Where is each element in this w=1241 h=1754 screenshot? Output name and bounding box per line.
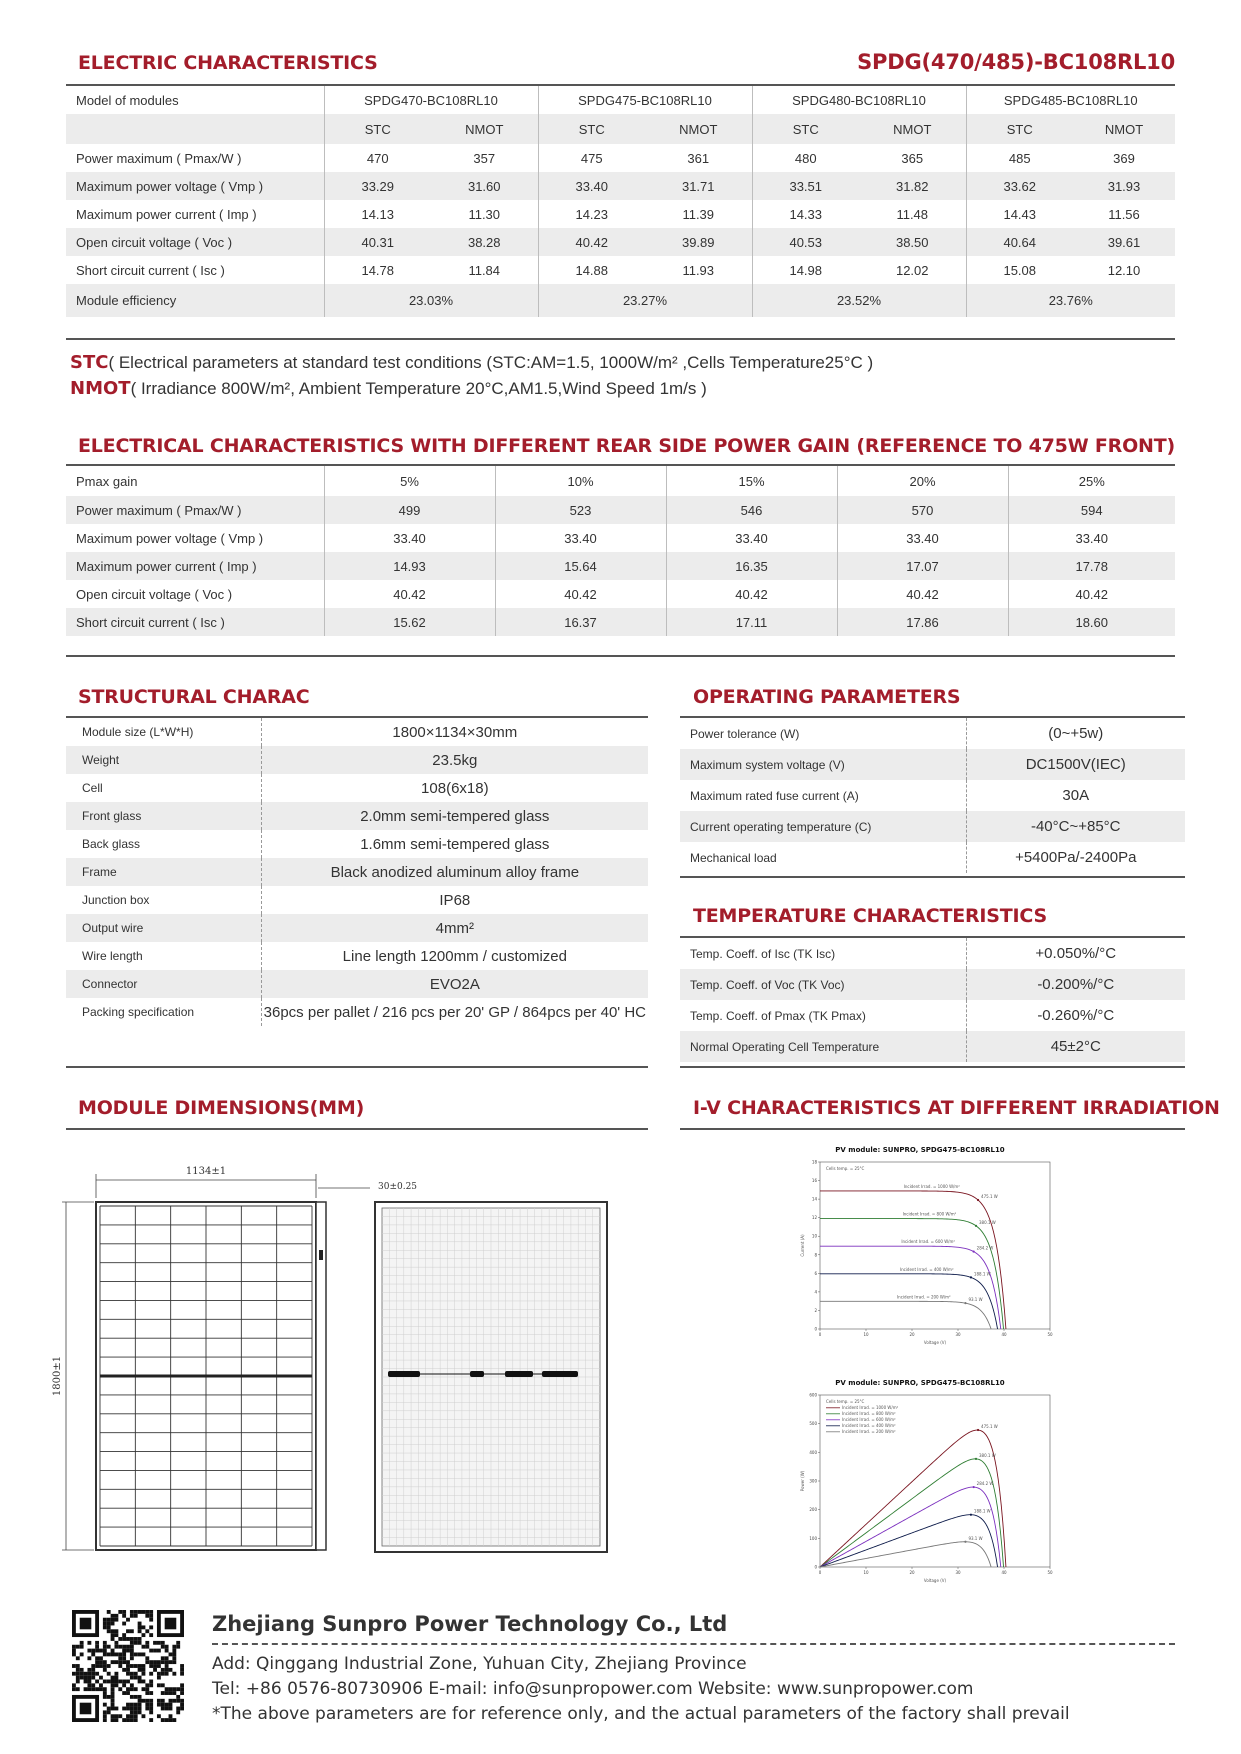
structural-row: [66, 998, 648, 1026]
y-tick-label: 4: [814, 1289, 817, 1295]
model-row-header: Model of modules: [76, 92, 179, 108]
mpp-point: [975, 1458, 977, 1460]
row-label: Temp. Coeff. of Voc (TK Voc): [680, 969, 966, 1000]
efficiency-value: 23.76%: [966, 284, 1175, 317]
cell-value: 11.39: [682, 206, 715, 222]
cell-value: 14.98: [752, 256, 859, 284]
cell-value: 40.42: [538, 228, 645, 256]
y-tick-label: 600: [809, 1392, 817, 1398]
mpp-label: 475.1 W: [981, 1424, 998, 1430]
row-value: Line length 1200mm / customized: [261, 942, 648, 970]
cell-value: 14.13: [324, 200, 431, 228]
operating-row: [680, 718, 1185, 749]
y-tick-label: 14: [811, 1196, 817, 1202]
electric-row: [66, 144, 1175, 172]
row-value: 108(6x18): [261, 774, 648, 802]
height-label: 1800±1: [52, 1355, 63, 1397]
temperature-section-title: TEMPERATURE CHARACTERISTICS: [693, 905, 1047, 927]
stc-header: STC: [324, 114, 431, 144]
cell-value: 485: [966, 144, 1073, 172]
company-name: Zhejiang Sunpro Power Technology Co., Ltd: [212, 1612, 728, 1636]
pmax-gain-row: [66, 466, 1175, 496]
stc-header: STC: [752, 114, 859, 144]
pmax-gain-label: Pmax gain: [76, 473, 138, 489]
cell-value: 17.11: [666, 608, 837, 636]
y-tick-label: 0: [814, 1564, 817, 1570]
electric-section-title: ELECTRIC CHARACTERISTICS: [78, 52, 378, 74]
stc-note-label: STC: [70, 352, 109, 373]
cell-value: 11.48: [896, 206, 929, 222]
cell-value: 14.33: [752, 200, 859, 228]
electric-table: [66, 86, 1175, 317]
stc-header: STC: [966, 114, 1073, 144]
x-tick-label: 20: [909, 1570, 915, 1575]
dimensions-rule: [66, 1128, 648, 1130]
model-series-title: SPDG(470/485)-BC108RL10: [857, 50, 1175, 74]
cell-value: 33.40: [837, 524, 1008, 552]
stc-header: STC: [538, 114, 645, 144]
cell-value: 33.51: [752, 172, 859, 200]
rear-gain-row: [66, 608, 1175, 636]
y-tick-label: 18: [811, 1159, 817, 1165]
series-label: Incident Irrad. = 1000 W/m²: [903, 1183, 960, 1189]
row-label: Temp. Coeff. of Isc (TK Isc): [690, 946, 836, 961]
y-tick-label: 300: [809, 1478, 817, 1484]
cell-value: 39.61: [1073, 228, 1175, 256]
row-label: Short circuit current ( Isc ): [76, 262, 225, 278]
y-tick-label: 100: [809, 1535, 817, 1541]
operating-row: [680, 842, 1185, 873]
x-tick-label: 50: [1047, 1570, 1053, 1575]
cell-value: 570: [837, 496, 1008, 524]
row-label: Short circuit current ( Isc ): [66, 608, 324, 636]
cell-value: 480: [752, 144, 859, 172]
mpp-label: 284.2 W: [976, 1245, 994, 1251]
row-label: Mechanical load: [690, 850, 777, 865]
efficiency-row: [66, 284, 1175, 317]
temperature-row: [680, 938, 1185, 969]
x-tick-label: 10: [863, 1332, 869, 1337]
mpp-point: [977, 1199, 979, 1201]
cell-value: 361: [687, 150, 710, 166]
width-dimension-line: [96, 1174, 316, 1198]
chart-title: PV module: SUNPRO, SPDG475-BC108RL10: [835, 1379, 1005, 1387]
mpp-label: 93.1 W: [968, 1535, 983, 1541]
x-tick-label: 30: [955, 1570, 961, 1575]
cell-value: 15.62: [324, 608, 495, 636]
module-back-view: [375, 1202, 607, 1552]
cell-value: 40.64: [966, 228, 1073, 256]
structural-row: [66, 746, 648, 774]
row-label: Power maximum ( Pmax/W ): [66, 496, 324, 524]
y-tick-label: 10: [811, 1233, 817, 1239]
row-label: Maximum power current ( Imp ): [76, 206, 257, 222]
row-label: Module size (L*W*H): [82, 725, 194, 739]
stc-note-text: ( Electrical parameters at standard test conditions (STC:AM=1.5, 1000W/m² ,Cells Temperature25°C ): [108, 353, 874, 372]
structural-row: [66, 858, 648, 886]
row-value: 1.6mm semi-tempered glass: [261, 830, 648, 858]
row-label: Output wire: [66, 914, 261, 942]
rear-gain-row: [66, 496, 1175, 524]
row-label: Cell: [82, 781, 103, 795]
row-label: Junction box: [82, 893, 150, 907]
model-name: SPDG470-BC108RL10: [324, 86, 538, 114]
x-axis-label: Voltage (V): [923, 1340, 947, 1345]
row-value: IP68: [261, 886, 648, 914]
cell-value: 369: [1113, 150, 1135, 166]
mpp-point: [970, 1514, 972, 1516]
row-value: Black anodized aluminum alloy frame: [261, 858, 648, 886]
mpp-point: [975, 1225, 977, 1227]
cell-value: 40.31: [324, 228, 431, 256]
iv-section-title: I-V CHARACTERISTICS AT DIFFERENT IRRADIATION: [693, 1097, 1220, 1119]
model-name: SPDG475-BC108RL10: [538, 86, 752, 114]
operating-bottom-rule: [680, 876, 1185, 878]
nmot-note-label: NMOT: [70, 378, 131, 399]
cell-value: 31.82: [859, 172, 966, 200]
cell-value: 17.86: [837, 608, 1008, 636]
row-label: Frame: [66, 858, 261, 886]
cell-value: 40.53: [752, 228, 859, 256]
cell-value: 17.78: [1008, 552, 1175, 580]
row-label: Maximum power current ( Imp ): [66, 552, 324, 580]
x-tick-label: 0: [818, 1332, 822, 1337]
cell-value: 40.42: [495, 580, 666, 608]
rear-gain-section-title: ELECTRICAL CHARACTERISTICS WITH DIFFERENT REAR SIDE POWER GAIN (REFERENCE TO 475W FRONT): [78, 435, 1175, 457]
legend-entry: Incident Irrad. = 1000 W/m²: [842, 1405, 899, 1410]
footer-dashed-rule: [212, 1643, 1175, 1645]
rear-gain-row: [66, 552, 1175, 580]
cell-value: 11.84: [468, 262, 501, 278]
row-label: Temp. Coeff. of Pmax (TK Pmax): [690, 1008, 866, 1023]
row-value: -40°C~+85°C: [966, 811, 1185, 842]
mpp-label: 93.1 W: [968, 1297, 983, 1303]
structural-row: [66, 718, 648, 746]
mpp-label: 380.1 W: [979, 1219, 996, 1225]
mpp-label: 475.1 W: [981, 1193, 998, 1199]
temperature-row: [680, 1000, 1185, 1031]
cell-value: 33.62: [966, 172, 1073, 200]
nmot-header: NMOT: [645, 114, 752, 144]
row-value: 30A: [966, 780, 1185, 811]
series-label: Incident Irrad. = 400 W/m²: [899, 1266, 954, 1272]
iv-power-chart: [780, 1375, 1090, 1585]
row-value: 1800×1134×30mm: [261, 718, 648, 746]
operating-row: [680, 811, 1185, 842]
structural-row: [66, 886, 648, 914]
module-front-view: [96, 1202, 316, 1550]
row-label: Weight: [66, 746, 261, 774]
y-tick-label: 400: [809, 1449, 817, 1455]
electric-row: [66, 200, 1175, 228]
mpp-point: [973, 1486, 975, 1488]
cell-value: 33.40: [538, 172, 645, 200]
chart-title: PV module: SUNPRO, SPDG475-BC108RL10: [835, 1146, 1005, 1154]
x-tick-label: 40: [1001, 1332, 1007, 1337]
cell-value: 33.40: [1008, 524, 1175, 552]
gain-value: 20%: [837, 466, 1008, 496]
row-label: Power maximum ( Pmax/W ): [76, 150, 242, 166]
cell-value: 31.93: [1073, 172, 1175, 200]
structural-row: [66, 802, 648, 830]
cell-value: 33.40: [666, 524, 837, 552]
cell-value: 40.42: [1008, 580, 1175, 608]
model-name: SPDG485-BC108RL10: [966, 86, 1175, 114]
gain-value: 10%: [495, 466, 666, 496]
cell-value: 365: [901, 150, 924, 166]
efficiency-value: 23.52%: [752, 284, 966, 317]
efficiency-label: Module efficiency: [66, 284, 324, 317]
row-label: Open circuit voltage ( Voc ): [76, 586, 233, 602]
structural-row: [66, 830, 648, 858]
series-label: Incident Irrad. = 600 W/m²: [901, 1239, 956, 1245]
efficiency-value: 23.03%: [324, 284, 538, 317]
x-tick-label: 50: [1047, 1332, 1053, 1337]
mpp-label: 188.1 W: [973, 1508, 991, 1514]
cell-value: 33.40: [495, 524, 666, 552]
cell-value: 15.08: [966, 256, 1073, 284]
row-value: -0.200%/°C: [966, 969, 1185, 1000]
mpp-label: 380.1 W: [979, 1452, 996, 1458]
mpp-label: 188.1 W: [973, 1271, 991, 1277]
legend-entry: Incident Irrad. = 400 W/m²: [842, 1423, 896, 1428]
chart-annotation: Cells temp. = 25°C: [826, 1399, 865, 1404]
mpp-point: [973, 1250, 975, 1252]
company-address: Add: Qinggang Industrial Zone, Yuhuan City, Zhejiang Province: [212, 1654, 747, 1674]
row-value: (0~+5w): [966, 718, 1185, 749]
cell-value: 594: [1008, 496, 1175, 524]
gain-value: 5%: [324, 466, 495, 496]
cell-value: 39.89: [645, 228, 752, 256]
chart-annotation: Cells temp. = 25°C: [826, 1166, 865, 1171]
module-dimension-drawing: [52, 1158, 660, 1558]
row-value: 2.0mm semi-tempered glass: [261, 802, 648, 830]
footer-disclaimer: *The above parameters are for reference only, and the actual parameters of the factory shall prevail: [212, 1704, 1070, 1724]
cell-value: 12.10: [1107, 262, 1141, 278]
rear-gain-table: [66, 466, 1175, 636]
legend-entry: Incident Irrad. = 800 W/m²: [842, 1411, 896, 1416]
structural-section-title: STRUCTURAL CHARAC: [78, 686, 310, 708]
cell-value: 18.60: [1008, 608, 1175, 636]
cell-value: 499: [324, 496, 495, 524]
row-label: Open circuit voltage ( Voc ): [66, 228, 324, 256]
model-name: SPDG480-BC108RL10: [752, 86, 966, 114]
nmot-header: NMOT: [431, 114, 538, 144]
row-label: Wire length: [82, 949, 143, 963]
cell-value: 357: [473, 150, 496, 166]
x-axis-label: Voltage (V): [923, 1578, 947, 1583]
row-label: Connector: [66, 970, 261, 998]
temperature-row: [680, 969, 1185, 1000]
legend-entry: Incident Irrad. = 200 W/m²: [842, 1429, 896, 1434]
gain-value: 15%: [666, 466, 837, 496]
cell-value: 33.40: [324, 524, 495, 552]
mpp-point: [970, 1276, 972, 1278]
cell-value: 16.35: [666, 552, 837, 580]
y-tick-label: 2: [814, 1307, 817, 1313]
row-label: Maximum power voltage ( Vmp ): [66, 172, 324, 200]
mpp-point: [977, 1429, 979, 1431]
cell-value: 523: [495, 496, 666, 524]
cell-value: 17.07: [837, 552, 1008, 580]
x-tick-label: 30: [955, 1332, 961, 1337]
cell-value: 14.88: [538, 256, 645, 284]
cell-value: 40.42: [666, 580, 837, 608]
cell-value: 14.23: [538, 200, 645, 228]
y-tick-label: 16: [811, 1178, 817, 1184]
row-label: Maximum rated fuse current (A): [690, 788, 859, 803]
row-value: EVO2A: [261, 970, 648, 998]
nmot-header: NMOT: [859, 114, 966, 144]
operating-section-title: OPERATING PARAMETERS: [693, 686, 961, 708]
rear-bottom-rule: [66, 655, 1175, 657]
cell-value: 33.29: [324, 172, 431, 200]
y-tick-label: 8: [814, 1252, 817, 1258]
cell-value: 546: [666, 496, 837, 524]
row-label: Normal Operating Cell Temperature: [680, 1031, 966, 1062]
row-value: 45±2°C: [966, 1031, 1185, 1062]
cell-value: 11.93: [682, 262, 715, 278]
x-tick-label: 40: [1001, 1570, 1007, 1575]
structural-bottom-rule: [66, 1066, 648, 1068]
y-tick-label: 12: [811, 1215, 817, 1221]
cell-value: 31.60: [431, 172, 538, 200]
x-tick-label: 10: [863, 1570, 869, 1575]
company-contact: Tel: +86 0576-80730906 E-mail: info@sunpropower.com Website: www.sunpropower.com: [212, 1679, 974, 1699]
rear-gain-row: [66, 580, 1175, 608]
dimensions-section-title: MODULE DIMENSIONS(MM): [78, 1097, 365, 1119]
y-axis-label: Current (A): [800, 1234, 805, 1257]
cell-value: 14.43: [966, 200, 1073, 228]
cell-value: 11.30: [468, 206, 501, 222]
cell-value: 12.02: [895, 262, 929, 278]
operating-table: [680, 718, 1185, 873]
row-label: Maximum power voltage ( Vmp ): [76, 530, 264, 546]
cell-value: 40.42: [837, 580, 1008, 608]
y-tick-label: 200: [809, 1507, 817, 1513]
nmot-note-text: ( Irradiance 800W/m², Ambient Temperature 20°C,AM1.5,Wind Speed 1m/s ): [130, 379, 707, 398]
y-axis-label: Power (W): [800, 1470, 805, 1492]
cell-value: 470: [324, 144, 431, 172]
structural-row: [66, 914, 648, 942]
structural-row: [66, 970, 648, 998]
mpp-point: [964, 1302, 966, 1304]
row-label: Power tolerance (W): [690, 726, 800, 741]
nmot-note: [70, 378, 707, 399]
y-tick-label: 500: [809, 1421, 817, 1427]
operating-row: [680, 749, 1185, 780]
row-label: Front glass: [66, 802, 261, 830]
temperature-table: [680, 938, 1185, 1062]
row-value: 36pcs per pallet / 216 pcs per 20' GP / 864pcs per 40' HC: [261, 998, 648, 1026]
rear-gain-row: [66, 524, 1175, 552]
efficiency-value: 23.27%: [538, 284, 752, 317]
structural-table: [66, 718, 648, 1026]
thickness-label: 30±0.25: [378, 1182, 418, 1192]
y-tick-label: 6: [814, 1270, 817, 1276]
structural-row: [66, 942, 648, 970]
electric-row: [66, 172, 1175, 200]
electric-row: [66, 256, 1175, 284]
cell-value: 475: [538, 144, 645, 172]
width-label: 1134±1: [185, 1166, 227, 1177]
row-value: +0.050%/°C: [966, 938, 1185, 969]
row-value: DC1500V(IEC): [966, 749, 1185, 780]
row-value: 23.5kg: [261, 746, 648, 774]
nmot-header: NMOT: [1073, 114, 1175, 144]
structural-row: [66, 774, 648, 802]
cell-value: 14.93: [324, 552, 495, 580]
junction-boxes: [388, 1371, 578, 1377]
temperature-bottom-rule: [680, 1066, 1185, 1068]
x-tick-label: 20: [909, 1332, 915, 1337]
row-label: Back glass: [82, 837, 141, 851]
stc-nmot-header-row: [66, 114, 1175, 144]
mpp-point: [964, 1541, 966, 1543]
x-tick-label: 0: [818, 1570, 822, 1575]
height-dimension-line: [62, 1202, 94, 1550]
electric-row: [66, 228, 1175, 256]
stc-note: [70, 352, 873, 373]
gain-value: 25%: [1008, 466, 1175, 496]
electric-bottom-rule: [66, 338, 1175, 340]
row-value: -0.260%/°C: [966, 1000, 1185, 1031]
cell-value: 40.42: [324, 580, 495, 608]
legend-entry: Incident Irrad. = 600 W/m²: [842, 1417, 896, 1422]
row-value: +5400Pa/-2400Pa: [966, 842, 1185, 873]
qr-code: [72, 1610, 184, 1722]
cell-value: 38.50: [859, 228, 966, 256]
cell-value: 15.64: [495, 552, 666, 580]
cell-value: 16.37: [495, 608, 666, 636]
row-value: 4mm²: [261, 914, 648, 942]
series-label: Incident Irrad. = 200 W/m²: [897, 1294, 951, 1300]
cell-value: 31.71: [645, 172, 752, 200]
row-label: Maximum system voltage (V): [680, 749, 966, 780]
row-label: Packing specification: [82, 1005, 195, 1019]
iv-rule: [680, 1128, 1185, 1130]
mpp-label: 284.2 W: [976, 1481, 994, 1487]
row-label: Current operating temperature (C): [680, 811, 966, 842]
series-label: Incident Irrad. = 800 W/m²: [902, 1211, 957, 1217]
temperature-row: [680, 1031, 1185, 1062]
y-tick-label: 0: [814, 1326, 817, 1332]
cell-value: 11.56: [1108, 206, 1140, 222]
cell-value: 38.28: [431, 228, 538, 256]
iv-current-chart: [780, 1142, 1090, 1347]
operating-row: [680, 780, 1185, 811]
cell-value: 14.78: [324, 256, 431, 284]
